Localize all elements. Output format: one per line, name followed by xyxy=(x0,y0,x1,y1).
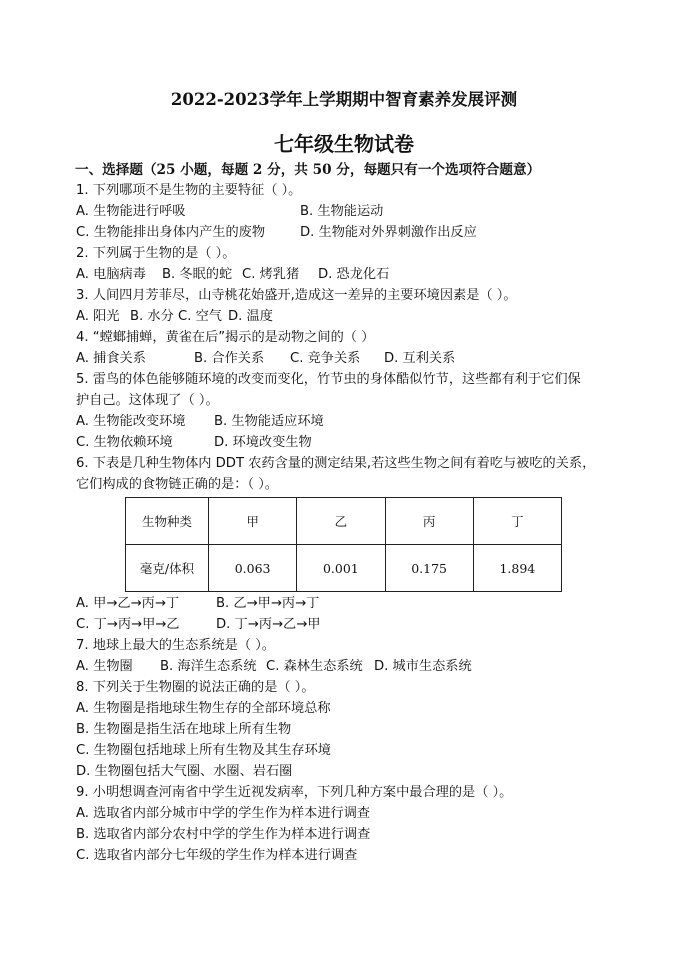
question-3-stem: 3. 人间四月芳菲尽，山寺桃花始盛开,造成这一差异的主要环境因素是（ ）。 xyxy=(76,288,517,303)
question-9-option-c: C. 选取省内部分七年级的学生作为样本进行调查 xyxy=(76,848,358,863)
question-3-option-c: C. 空气 xyxy=(178,309,222,324)
question-6-stem-line-2: 它们构成的食物链正确的是：（ ）。 xyxy=(76,477,278,492)
question-8-option-d: D. 生物圈包括大气圈、水圈、岩石圈 xyxy=(76,764,293,779)
table-header-cell: 丁 xyxy=(473,498,561,545)
question-9-option-a: A. 选取省内部分城市中学的学生作为样本进行调查 xyxy=(76,806,371,821)
question-4-stem: 4. “螳螂捕蝉，黄雀在后”揭示的是动物之间的（ ） xyxy=(76,330,375,345)
exam-title: 2022-2023学年上学期期中智育素养发展评测 xyxy=(170,90,518,109)
question-6-option-a: A. 甲→乙→丙→丁 xyxy=(76,596,180,611)
table-header-cell: 生物种类 xyxy=(126,498,209,545)
question-2-option-d: D. 恐龙化石 xyxy=(318,267,390,282)
question-6-option-b: B. 乙→甲→丙→丁 xyxy=(216,596,320,611)
question-5-option-a: A. 生物能改变环境 xyxy=(76,414,186,429)
question-6-stem-line-1: 6. 下表是几种生物体内 DDT 农药含量的测定结果,若这些生物之间有着吃与被吃的关系， xyxy=(76,456,596,471)
question-9-stem: 9. 小明想调查河南省中学生近视发病率，下列几种方案中最合理的是（ ）。 xyxy=(76,785,513,800)
question-3-option-a: A. 阳光 xyxy=(76,309,120,324)
question-7-option-b: B. 海洋生态系统 xyxy=(160,659,257,674)
question-5-option-c: C. 生物依赖环境 xyxy=(76,435,173,450)
question-5-stem-line-1: 5. 雷鸟的体色能够随环境的改变而变化，竹节虫的身体酷似竹节，这些都有利于它们保 xyxy=(76,372,581,387)
section-heading: 一、选择题（25 小题，每题 2 分，共 50 分，每题只有一个选项符合题意） xyxy=(75,162,541,178)
question-4-option-b: B. 合作关系 xyxy=(194,351,265,366)
table-header-cell: 甲 xyxy=(209,498,297,545)
table-header-cell: 丙 xyxy=(385,498,473,545)
table-header-row xyxy=(126,498,562,545)
question-8-option-b: B. 生物圈是指生活在地球上所有生物 xyxy=(76,722,292,737)
question-7-option-a: A. 生物圈 xyxy=(76,659,133,674)
question-2-option-c: C. 烤乳猪 xyxy=(242,267,300,282)
question-5-option-d: D. 环境改变生物 xyxy=(214,435,312,450)
question-2-stem: 2. 下列属于生物的是（ ）。 xyxy=(76,246,236,261)
question-7-option-d: D. 城市生态系统 xyxy=(374,659,472,674)
question-8-stem: 8. 下列关于生物圈的说法正确的是（ ）。 xyxy=(76,680,315,695)
question-1-stem: 1. 下列哪项不是生物的主要特征（ ）。 xyxy=(76,183,302,198)
question-2-option-b: B. 冬眠的蛇 xyxy=(162,267,233,282)
question-4-option-d: D. 互利关系 xyxy=(384,351,456,366)
table-row xyxy=(126,545,562,592)
question-1-option-d: D. 生物能对外界刺激作出反应 xyxy=(300,225,477,240)
question-6-option-d: D. 丁→丙→乙→甲 xyxy=(216,617,321,632)
question-8-option-a: A. 生物圈是指地球生物生存的全部环境总称 xyxy=(76,701,331,716)
question-4-option-c: C. 竞争关系 xyxy=(290,351,361,366)
table-cell: 1.894 xyxy=(473,545,561,592)
question-3-option-d: D. 温度 xyxy=(228,309,273,324)
question-3-option-b: B. 水分 xyxy=(130,309,174,324)
question-5-stem-line-2: 护自己。这体现了（ ）。 xyxy=(76,393,219,408)
table-cell: 0.063 xyxy=(209,545,297,592)
table-cell: 0.001 xyxy=(297,545,385,592)
question-4-option-a: A. 捕食关系 xyxy=(76,351,146,366)
question-7-stem: 7. 地球上最大的生态系统是（ ）。 xyxy=(76,638,275,653)
exam-subtitle: 七年级生物试卷 xyxy=(274,132,414,156)
table-cell: 毫克/体积 xyxy=(126,545,209,592)
question-5-option-b: B. 生物能适应环境 xyxy=(214,414,324,429)
table-cell: 0.175 xyxy=(385,545,473,592)
question-1-option-a: A. 生物能进行呼吸 xyxy=(76,204,186,219)
question-7-option-c: C. 森林生态系统 xyxy=(266,659,363,674)
question-6-option-c: C. 丁→丙→甲→乙 xyxy=(76,617,180,632)
table-header-cell: 乙 xyxy=(297,498,385,545)
question-8-option-c: C. 生物圈包括地球上所有生物及其生存环境 xyxy=(76,743,331,758)
question-1-option-c: C. 生物能排出身体内产生的废物 xyxy=(76,225,266,240)
ddt-content-table xyxy=(125,497,562,592)
question-9-option-b: B. 选取省内部分农村中学的学生作为样本进行调查 xyxy=(76,827,371,842)
question-2-option-a: A. 电脑病毒 xyxy=(76,267,146,282)
question-1-option-b: B. 生物能运动 xyxy=(300,204,384,219)
